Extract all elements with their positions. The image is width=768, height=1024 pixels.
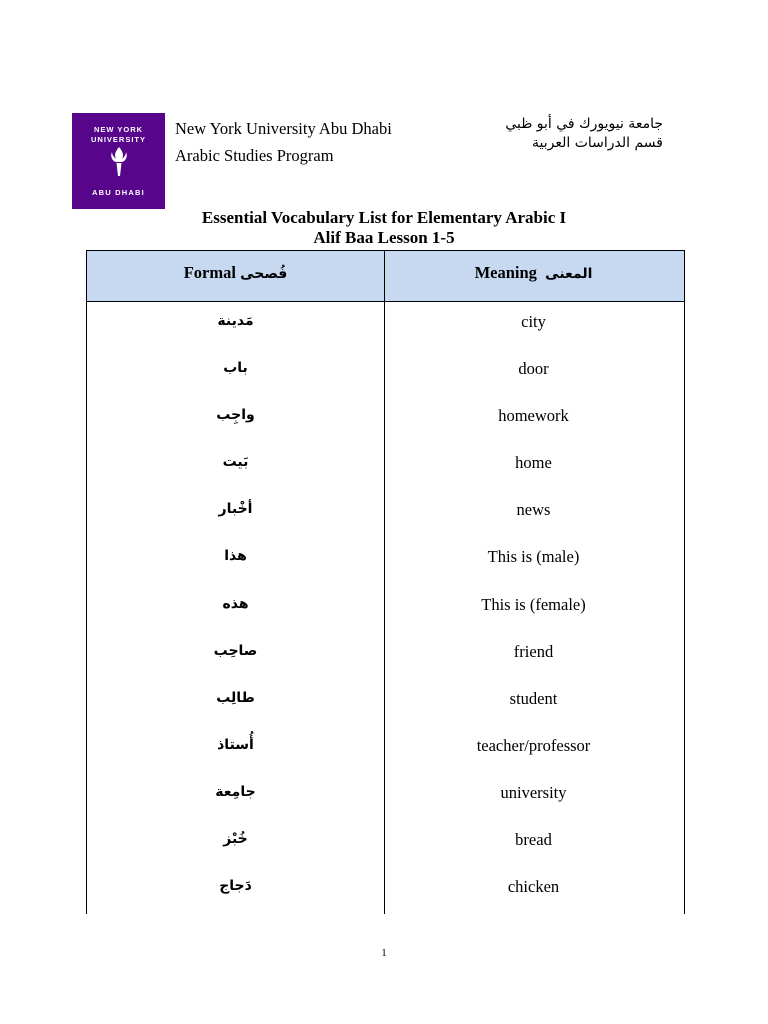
english-meaning: chicken bbox=[507, 877, 560, 897]
institution-name-en: New York University Abu Dhabi bbox=[175, 119, 392, 138]
program-name-ar: قسم الدراسات العربية bbox=[532, 135, 663, 151]
institution-arabic bbox=[505, 115, 663, 153]
program-name-en: Arabic Studies Program bbox=[175, 146, 334, 165]
table-row bbox=[87, 773, 684, 820]
column-header-meaning-ar: المعنى bbox=[545, 266, 593, 282]
arabic-word: أخْبار bbox=[218, 501, 253, 518]
english-meaning: door bbox=[518, 359, 549, 379]
table-row bbox=[87, 585, 684, 632]
table-row bbox=[87, 302, 684, 349]
table-row bbox=[87, 820, 684, 867]
document-subtitle: Alif Baa Lesson 1-5 bbox=[313, 228, 455, 247]
arabic-word: هذه bbox=[222, 595, 249, 612]
column-header-meaning-en: Meaning bbox=[474, 263, 537, 282]
arabic-word: صاحِب bbox=[213, 642, 258, 659]
arabic-word: واجِب bbox=[216, 407, 255, 424]
table-row bbox=[87, 349, 684, 396]
english-meaning: news bbox=[516, 500, 551, 520]
column-header-formal-ar: فُصحى bbox=[240, 266, 288, 282]
english-meaning: university bbox=[500, 782, 567, 802]
table-row bbox=[87, 443, 684, 490]
english-meaning: teacher/professor bbox=[476, 735, 591, 755]
arabic-word: باب bbox=[223, 360, 248, 377]
table-row bbox=[87, 679, 684, 726]
table-row bbox=[87, 490, 684, 537]
english-meaning: This is (female) bbox=[481, 594, 586, 614]
arabic-word: هذا bbox=[224, 548, 247, 565]
column-header-formal-en: Formal bbox=[183, 263, 236, 282]
english-meaning: city bbox=[521, 312, 546, 331]
table-row bbox=[87, 537, 684, 584]
vocabulary-table bbox=[86, 250, 685, 914]
institution-name-ar: جامعة نيويورك في أبو ظبي bbox=[505, 116, 663, 132]
english-meaning: This is (male) bbox=[487, 547, 580, 567]
logo-line-abu-dhabi: ABU DHABI bbox=[92, 188, 145, 197]
table-row bbox=[87, 396, 684, 443]
table-row bbox=[87, 867, 684, 914]
document-title: Essential Vocabulary List for Elementary Arabic I bbox=[201, 208, 567, 227]
arabic-word: مَدينة bbox=[217, 313, 254, 329]
english-meaning: friend bbox=[513, 641, 554, 661]
column-header-formal bbox=[87, 251, 384, 301]
arabic-word: دَجاج bbox=[219, 878, 252, 895]
torch-icon bbox=[109, 146, 129, 178]
table-header bbox=[87, 251, 684, 302]
table-row bbox=[87, 632, 684, 679]
nyu-abu-dhabi-logo bbox=[72, 113, 165, 209]
table-body bbox=[87, 302, 684, 914]
page-number: 1 bbox=[381, 947, 387, 959]
institution-english bbox=[175, 115, 392, 169]
table-row bbox=[87, 726, 684, 773]
english-meaning: student bbox=[509, 688, 558, 708]
logo-line-new-york: NEW YORK bbox=[93, 125, 144, 134]
english-meaning: homework bbox=[498, 406, 569, 426]
arabic-word: طالِب bbox=[216, 689, 255, 706]
arabic-word: بَيت bbox=[222, 454, 249, 471]
arabic-word: جامِعة bbox=[215, 783, 256, 800]
column-header-meaning bbox=[385, 251, 682, 301]
logo-line-university: UNIVERSITY bbox=[90, 135, 146, 144]
english-meaning: home bbox=[515, 453, 552, 473]
english-meaning: bread bbox=[515, 830, 552, 850]
arabic-word: خُبْز bbox=[223, 831, 248, 848]
arabic-word: أُستاذ bbox=[217, 736, 254, 753]
